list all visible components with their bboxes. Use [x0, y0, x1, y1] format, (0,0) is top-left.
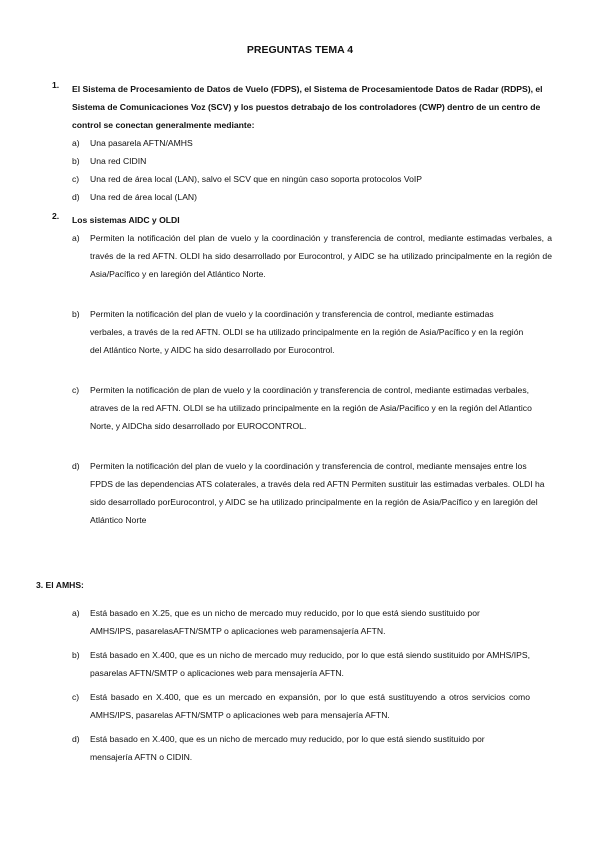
option-letter: b)	[72, 156, 80, 166]
question-3-option-d	[72, 730, 530, 766]
option-text: Permiten la notificación del plan de vuelo y la coordinación y transferencia de control, mediante estimadas verbales, a través de la red AFTN. OLDI ha sido desarrollado por Eurocontrol, y AIDC se ha utilizado principalmente en la región de Asia/Pacífico y en laregión del Atlántico Norte.	[90, 233, 552, 279]
option-text: Está basado en X.25, que es un nicho de mercado muy reducido, por lo que está siendo sustituido por AMHS/IPS, pasarelasAFTN/SMTP o aplicaciones web paramensajería AFTN.	[90, 608, 480, 636]
question-2-option-a	[52, 229, 552, 283]
option-text: Una red CIDIN	[90, 156, 147, 166]
option-text: Permiten la notificación del plan de vuelo y la coordinación y transferencia de control, mediante estimadas verbales, a través de la red AFTN. OLDI se ha utilizado principalmente en la región de Asia/Pacífico y en la región del Atlántico Norte, y AIDC ha sido desarrollado por Eurocontrol.	[90, 309, 524, 355]
option-text: Permiten la notificación de plan de vuelo y la coordinación y transferencia de control, mediante estimadas verbales, atraves de la red AFTN. OLDI se ha utilizado principalmente en la región de Asia/Pacifico y en la región del Atlantico Norte, y AIDCha sido desarrollado por EUROCONTROL.	[90, 385, 532, 431]
option-text: Una pasarela AFTN/AMHS	[90, 138, 193, 148]
option-letter: b)	[72, 650, 80, 660]
option-text: Permiten la notificación del plan de vuelo y la coordinación y transferencia de control, mediante mensajes entre los FPDS de las dependencias ATS colaterales, a través dela red AFTN Permiten sustituir las estimadas verbales. OLDI ha sido desarrollado porEurocontrol, y AIDC se ha utilizado principalmente en la región de Asia/Pacífico y en laregión del Atlántico Norte	[90, 461, 545, 525]
question-2-number: 2.	[52, 211, 60, 221]
question-2-option-d	[52, 457, 552, 529]
option-text: Está basado en X.400, que es un mercado en expansión, por lo que está sustituyendo a otros servicios como AMHS/IPS, pasarelas AFTN/SMTP o aplicaciones web para mensajería AFTN.	[90, 692, 530, 720]
option-letter: d)	[72, 192, 80, 202]
page-title: PREGUNTAS TEMA 4	[246, 44, 354, 56]
option-text: Está basado en X.400, que es un nicho de mercado muy reducido, por lo que está siendo sustituido por mensajería AFTN o CIDIN.	[90, 734, 485, 762]
option-letter: a)	[72, 138, 80, 148]
question-2	[52, 211, 552, 529]
question-2-text: Los sistemas AIDC y OLDI	[72, 215, 180, 225]
question-1-option-c	[52, 170, 552, 188]
option-letter: c)	[72, 174, 80, 184]
option-letter: c)	[72, 385, 80, 395]
option-letter: a)	[72, 233, 80, 243]
question-3-option-a	[72, 604, 530, 640]
question-3-option-b	[72, 646, 530, 682]
question-1-option-b	[52, 152, 552, 170]
option-text: Una red de área local (LAN), salvo el SCV que en ningún caso soporta protocolos VoIP	[90, 174, 423, 184]
question-3-option-c	[72, 688, 530, 724]
option-letter: c)	[72, 692, 80, 702]
question-1	[52, 80, 552, 206]
question-2-option-b	[52, 305, 552, 359]
question-1-option-d	[52, 188, 552, 206]
option-letter: a)	[72, 608, 80, 618]
question-3	[72, 604, 530, 766]
question-3-heading: 3. El AMHS:	[36, 580, 84, 590]
question-2-option-c	[52, 381, 552, 435]
question-1-text: El Sistema de Procesamiento de Datos de Vuelo (FDPS), el Sistema de Procesamientode Datos de Radar (RDPS), el Sistema de Comunicaciones Voz (SCV) y los puestos detrabajo de los controladores (CWP) dentro de un centro de control se conectan generalmente mediante:	[72, 84, 543, 130]
question-1-number: 1.	[52, 80, 60, 90]
question-1-option-a	[52, 134, 552, 152]
option-letter: b)	[72, 309, 80, 319]
option-text: Una red de área local (LAN)	[90, 192, 197, 202]
option-text: Está basado en X.400, que es un nicho de mercado muy reducido, por lo que está siendo sustituido por AMHS/IPS, pasarelas AFTN/SMTP o aplicaciones web para mensajería AFTN.	[90, 650, 530, 678]
option-letter: d)	[72, 461, 80, 471]
option-letter: d)	[72, 734, 80, 744]
